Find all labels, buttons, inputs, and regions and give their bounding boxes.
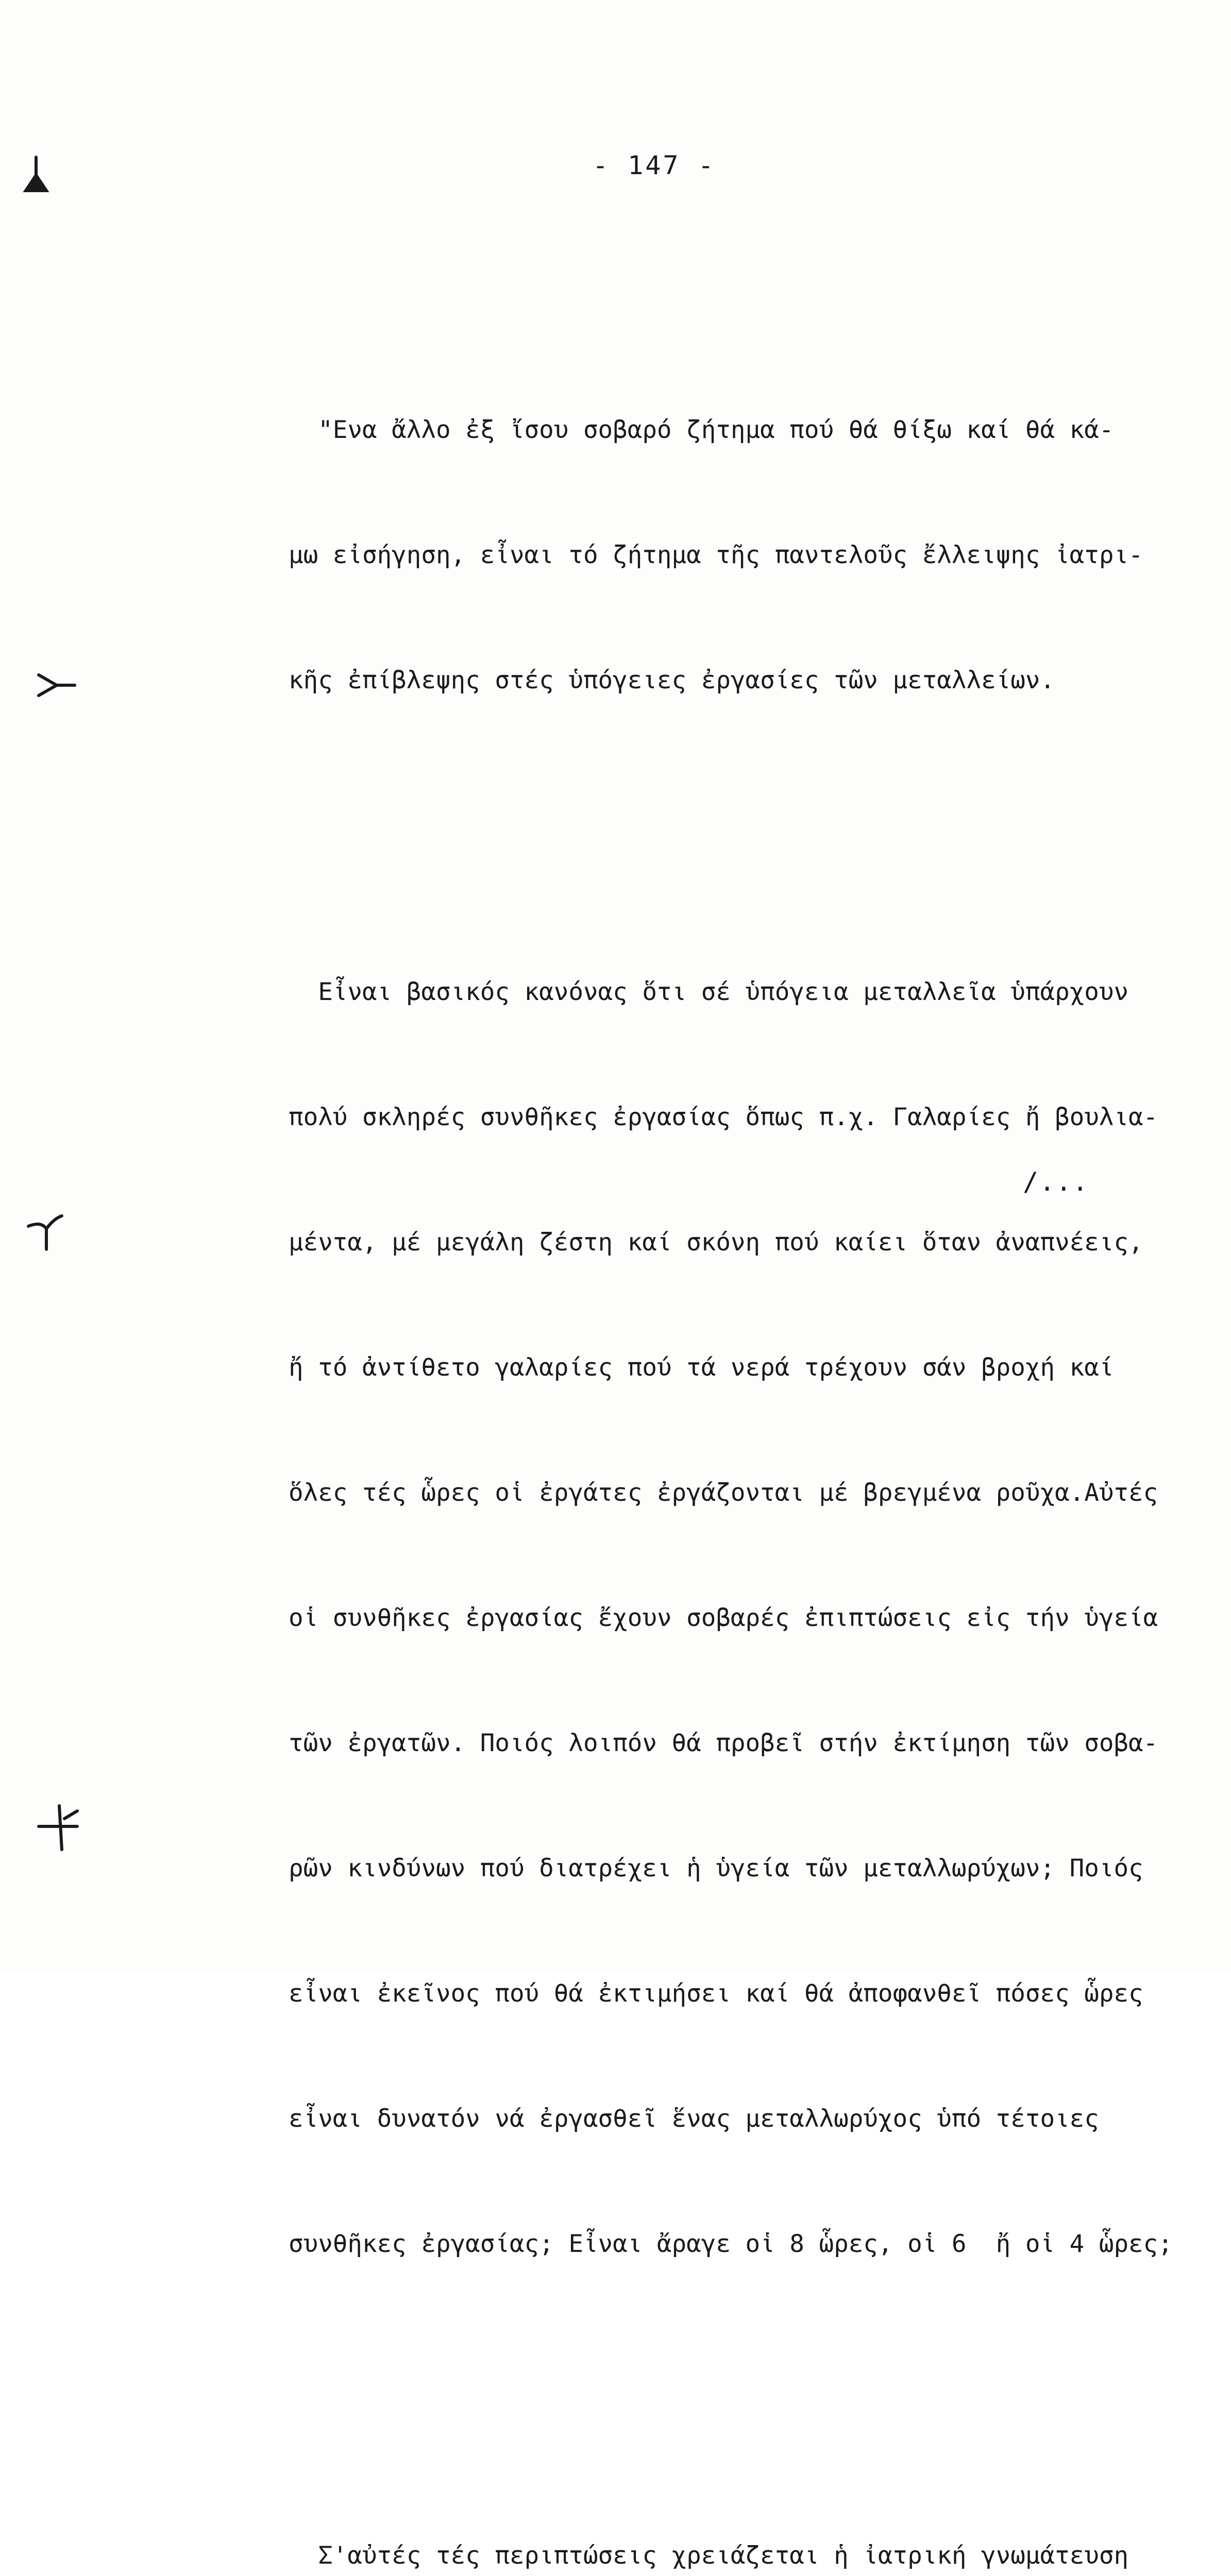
text-line: πολύ σκληρές συνθῆκες ἐργασίας ὅπως π.χ. Γαλαρίες ἤ βουλια- [289,1103,1158,1131]
text-line: κῆς ἐπίβλεψης στές ὑπόγειες ἐργασίες τῶν μεταλλείων. [289,666,1055,694]
margin-tick-icon [36,670,77,701]
margin-cross-icon [26,1211,67,1252]
text-line: Σ'αὐτές τές περιπτώσεις χρειάζεται ἡ ἰατρική γνωμάτευση [289,2541,1129,2570]
text-line: ἤ τό ἀντίθετο γαλαρίες πού τά νερά τρέχουν σάν βροχή καί [289,1353,1114,1382]
page-number: - 147 - [593,150,716,180]
text-line: μω εἰσήγηση, εἶναι τό ζήτημα τῆς παντελοῦς ἔλλειψης ἰατρι- [289,541,1143,569]
paragraph-3 [289,2451,1216,2576]
text-line: συνθῆκες ἐργασίας; Εἶναι ἄραγε οἱ 8 ὧρες, οἱ 6 ἤ οἱ 4 ὧρες; [289,2230,1173,2258]
text-line: εἶναι δυνατόν νά ἐργασθεῖ ἕνας μεταλλωρύχος ὑπό τέτοιες [289,2105,1099,2133]
text-line: ρῶν κινδύνων πού διατρέχει ἡ ὑγεία τῶν μεταλλωρύχων; Ποιός [289,1854,1143,1883]
continuation-mark: /... [1023,1167,1089,1197]
paragraph-2 [289,888,1216,2348]
text-line: εἶναι ἐκεῖνος πού θά ἐκτιμήσει καί θά ἀποφανθεῖ πόσες ὧρες [289,1979,1143,2008]
text-line: μέντα, μέ μεγάλη ζέστη καί σκόνη πού καίει ὅταν ἀναπνέεις, [289,1228,1143,1257]
body-text [289,242,1216,2576]
triangle-mark-icon [21,155,52,196]
text-line: τῶν ἐργατῶν. Ποιός λοιπόν θά προβεῖ στήν ἐκτίμηση τῶν σοβα- [289,1729,1158,1757]
text-line: ὅλες τές ὧρες οἱ ἐργάτες ἐργάζονται μέ βρεγμένα ροῦχα.Αὐτές [289,1479,1158,1507]
text-line: "Ενα ἄλλο ἐξ ἴσου σοβαρό ζήτημα πού θά θίξω καί θά κά- [289,416,1114,444]
paragraph-1 [289,326,1216,785]
text-line: Εἶναι βασικός κανόνας ὅτι σέ ὑπόγεια μεταλλεῖα ὑπάρχουν [289,978,1129,1006]
margin-cross-icon-lower [36,1803,82,1855]
text-line: οἱ συνθῆκες ἐργασίας ἔχουν σοβαρές ἐπιπτώσεις εἰς τήν ὑγεία [289,1604,1158,1632]
